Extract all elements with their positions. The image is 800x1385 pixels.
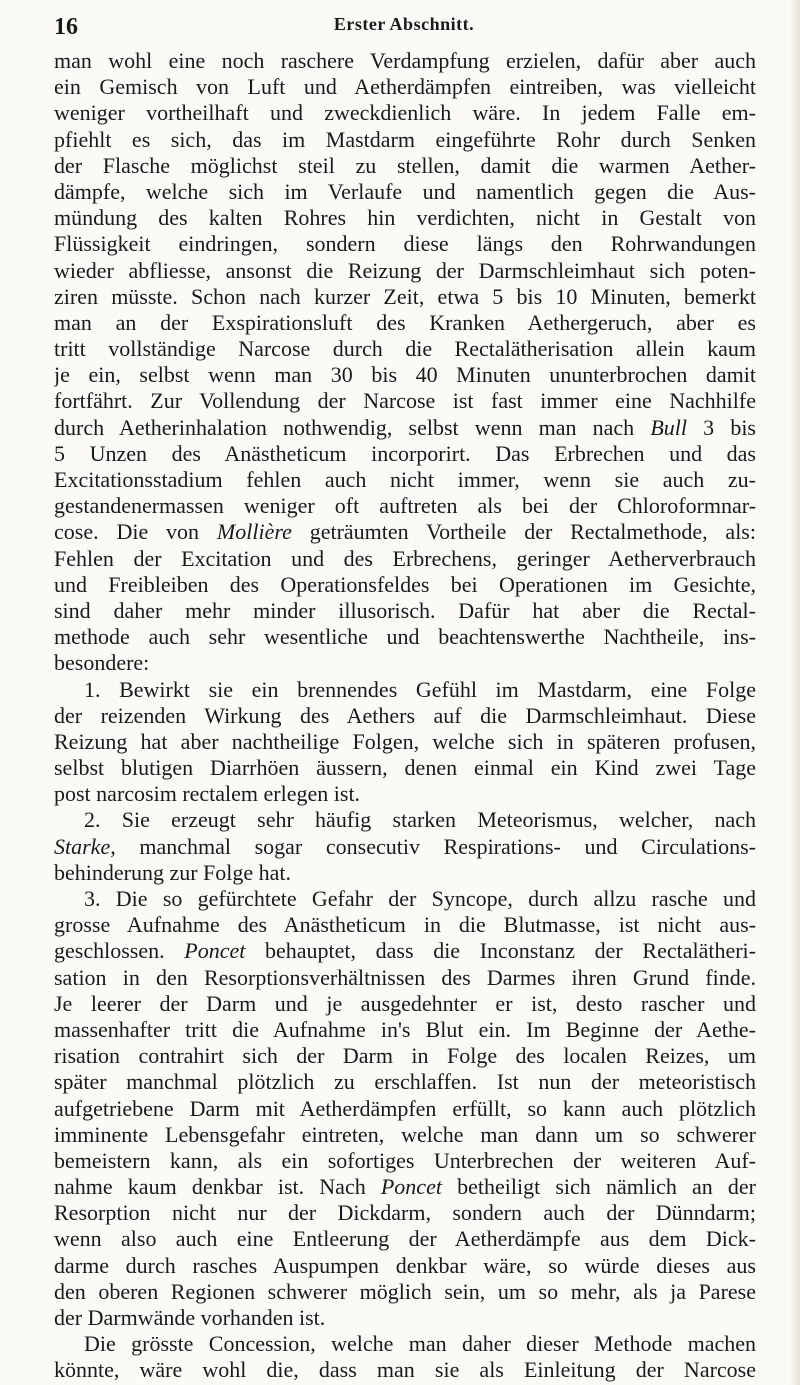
text-line: 3. Die so gefürchtete Gefahr der Syncope, durch allzu rasche und xyxy=(84,886,756,911)
text-line: der Darmwände vorhanden ist. xyxy=(54,1305,326,1330)
text-line: behinderung zur Folge hat. xyxy=(54,859,292,885)
text-line: grosse Aufnahme des Anästheticum in die Blutmasse, ist nicht aus- xyxy=(54,912,756,938)
text-line: Flüssigkeit eindringen, sondern diese längs den Rohrwandungen xyxy=(54,231,756,257)
text-line: Reizung hat aber nachtheilige Folgen, welche sich in späteren profusen, xyxy=(54,728,756,754)
text-line: geschlossen. Poncet behauptet, dass die Inconstanz der Rectalätheri- xyxy=(54,938,756,964)
text-line: durch Aetherinhalation nothwendig, selbst wenn man nach Bull 3 bis xyxy=(54,414,756,440)
text-line: weniger vortheilhaft und zweckdienlich wäre. In jedem Falle em- xyxy=(54,100,756,126)
text-line: sind daher mehr minder illusorisch. Dafür hat aber die Rectal- xyxy=(54,597,756,623)
text-line: mündung des kalten Rohres hin verdichten, nicht in Gestalt von xyxy=(54,205,756,231)
text-line: Je leerer der Darm und je ausgedehnter er ist, desto rascher und xyxy=(54,990,756,1016)
body-text xyxy=(54,48,756,1384)
text-line: imminente Lebensgefahr eintreten, welche man dann um so schwerer xyxy=(54,1121,756,1147)
text-line: aufgetriebene Darm mit Aetherdämpfen erfüllt, so kann auch plötzlich xyxy=(54,1095,756,1121)
text-line: wenn also auch eine Entleerung der Aetherdämpfe aus dem Dick- xyxy=(54,1226,756,1252)
text-line: fortfährt. Zur Vollendung der Narcose ist fast immer eine Nachhilfe xyxy=(54,388,756,414)
text-line: der Flasche möglichst steil zu stellen, damit die warmen Aether- xyxy=(54,152,756,178)
text-line: wieder abfliesse, ansonst die Reizung der Darmschleimhaut sich poten- xyxy=(54,257,756,283)
text-line: ein Gemisch von Luft und Aetherdämpfen eintreiben, was vielleicht xyxy=(54,74,756,100)
page-header xyxy=(54,14,754,38)
text-line: gestandenermassen weniger oft auftreten als bei der Chloroformnar- xyxy=(54,493,756,519)
text-line: darme durch rasches Auspumpen denkbar wäre, so würde dieses aus xyxy=(54,1252,756,1278)
text-line: Resorption nicht nur der Dickdarm, sondern auch der Dünndarm; xyxy=(54,1200,756,1226)
text-line: tritt vollständige Narcose durch die Rectalätherisation allein kaum xyxy=(54,336,756,362)
page-number: 16 xyxy=(54,14,78,40)
text-line: Starke, manchmal sogar consecutiv Respirations- und Circulations- xyxy=(54,833,756,859)
text-line: dämpfe, welche sich im Verlaufe und namentlich gegen die Aus- xyxy=(54,178,756,204)
text-line: post narcosim rectalem erlegen ist. xyxy=(54,781,361,807)
text-line: 5 Unzen des Anästheticum incorporirt. Das Erbrechen und das xyxy=(54,440,756,466)
text-line: Fehlen der Excitation und des Erbrechens, geringer Aetherverbrauch xyxy=(54,545,756,571)
running-head: Erster Abschnitt. xyxy=(333,14,475,34)
text-line: später manchmal plötzlich zu erschlaffen. Ist nun der meteoristisch xyxy=(54,1069,756,1095)
text-line: besondere: xyxy=(54,650,150,676)
text-line: selbst blutigen Diarrhöen äussern, denen einmal ein Kind zwei Tage xyxy=(54,755,756,781)
text-line: 2. Sie erzeugt sehr häufig starken Meteorismus, welcher, nach xyxy=(84,807,756,833)
text-line: methode auch sehr wesentliche und beachtenswerthe Nachtheile, ins- xyxy=(54,624,756,650)
text-line: und Freibleiben des Operationsfeldes bei Operationen im Gesichte, xyxy=(54,571,756,597)
text-line: Excitationsstadium fehlen auch nicht immer, wenn sie auch zu- xyxy=(54,467,756,492)
text-line: cose. Die von Mollière geträumten Vortheile der Rectalmethode, als: xyxy=(54,519,756,545)
text-line: der reizenden Wirkung des Aethers auf die Darmschleimhaut. Diese xyxy=(54,702,756,728)
text-line: man wohl eine noch raschere Verdampfung erzielen, dafür aber auch xyxy=(54,48,756,73)
text-line: je ein, selbst wenn man 30 bis 40 Minuten ununterbrochen damit xyxy=(54,362,756,388)
text-line: bemeistern kann, als ein sofortiges Unterbrechen der weiteren Auf- xyxy=(54,1147,756,1173)
page-edge-shadow xyxy=(790,0,800,1385)
text-line: Die grösste Concession, welche man daher dieser Methode machen xyxy=(84,1331,756,1357)
text-line: ziren müsste. Schon nach kurzer Zeit, etwa 5 bis 10 Minuten, bemerkt xyxy=(54,283,756,309)
text-line: man an der Exspirationsluft des Kranken Aethergeruch, aber es xyxy=(54,309,756,335)
text-line: pfiehlt es sich, das im Mastdarm eingeführte Rohr durch Senken xyxy=(54,126,756,152)
text-line: massenhafter tritt die Aufnahme in's Blut ein. Im Beginne der Aethe- xyxy=(54,1016,756,1042)
text-line: nahme kaum denkbar ist. Nach Poncet betheiligt sich nämlich an der xyxy=(54,1174,756,1200)
text-line: 1. Bewirkt sie ein brennendes Gefühl im Mastdarm, eine Folge xyxy=(84,676,756,702)
text-line: könnte, wäre wohl die, dass man sie als Einleitung der Narcose xyxy=(54,1357,756,1383)
text-line: risation contrahirt sich der Darm in Folge des localen Reizes, um xyxy=(54,1043,756,1069)
text-line: den oberen Regionen schwerer möglich sein, um so mehr, als ja Parese xyxy=(54,1278,756,1304)
text-line: sation in den Resorptionsverhältnissen des Darmes ihren Grund finde. xyxy=(54,964,756,990)
